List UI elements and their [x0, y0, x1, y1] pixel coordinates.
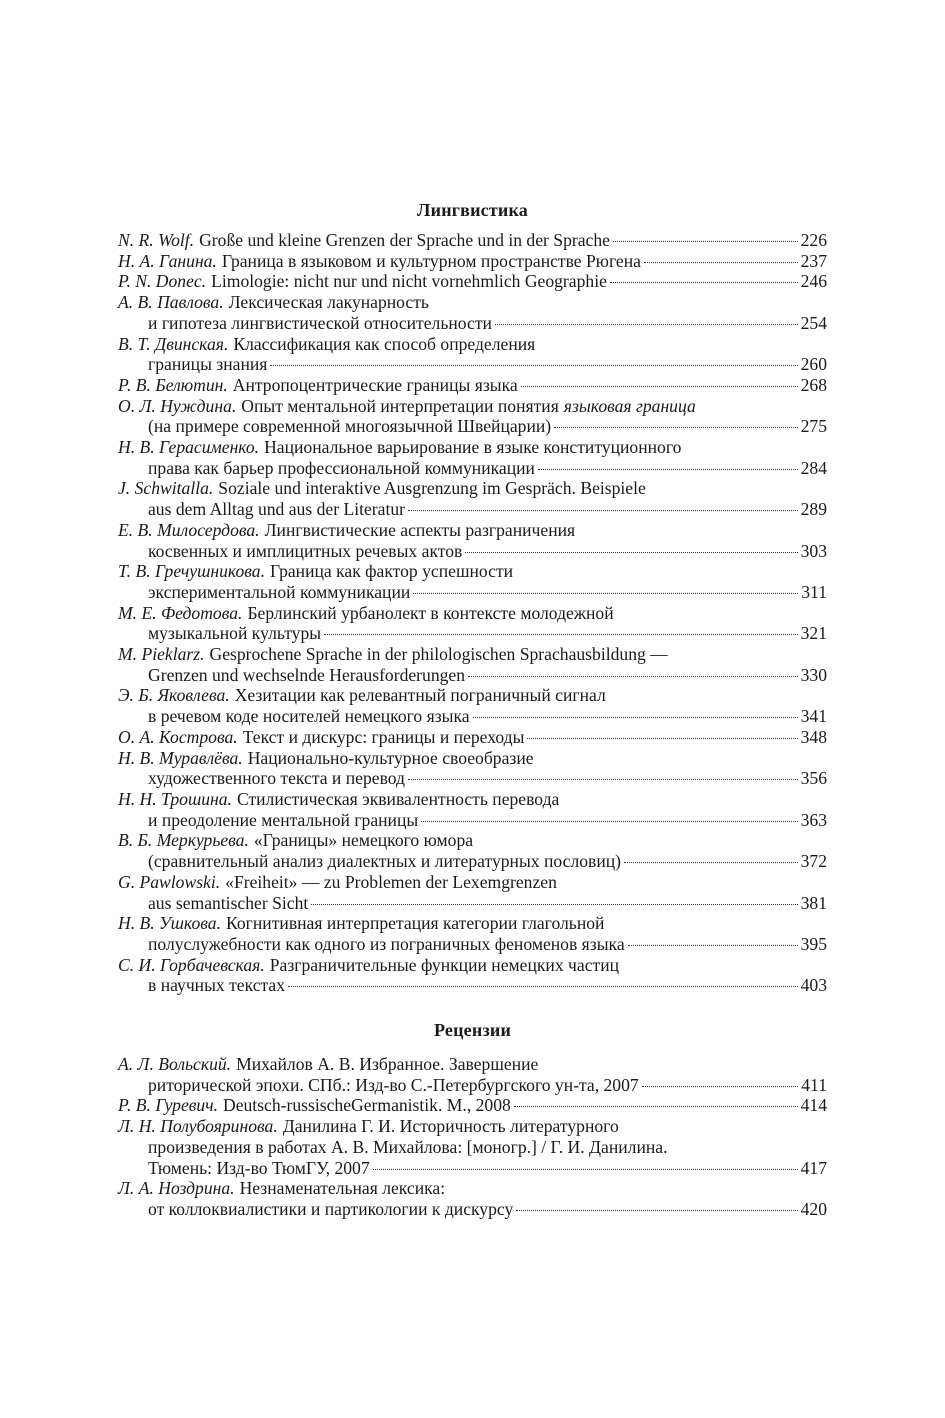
- entry-title-text: Данилина Г. И. Историчность литературного: [282, 1116, 619, 1137]
- entry-author: Р. В. Гуревич.: [118, 1095, 218, 1116]
- toc-entry: [118, 334, 827, 375]
- entry-author: Л. А. Ноздрина.: [118, 1178, 235, 1199]
- entry-title-text: риторической эпохи. СПб.: Изд-во С.-Петербургского ун-та, 2007: [148, 1074, 639, 1095]
- section-title-linguistics: Лингвистика: [417, 200, 528, 220]
- toc-entry-line: [118, 934, 827, 955]
- toc-entry: [118, 1054, 827, 1095]
- entry-title-text: Gesprochene Sprache in der philologischen Sprachausbildung —: [209, 644, 668, 665]
- toc-entry: [118, 478, 827, 519]
- toc-entry-line: [118, 1054, 827, 1075]
- dot-leader: [465, 552, 797, 553]
- entry-title-text: границы знания: [148, 354, 268, 375]
- dot-leader: [624, 862, 798, 863]
- entry-author: Е. В. Милосердова.: [118, 519, 260, 540]
- toc-entry-line: [118, 685, 827, 706]
- entry-page-number: 395: [800, 933, 827, 954]
- entry-title-text: Лингвистические аспекты разграничения: [264, 519, 576, 540]
- entry-author: Н. В. Ушкова.: [118, 913, 222, 934]
- entry-author: Р. В. Белютин.: [118, 374, 228, 395]
- entry-page-number: 246: [800, 271, 827, 292]
- entry-author: С. И. Горбачевская.: [118, 954, 265, 975]
- dot-leader: [610, 282, 798, 283]
- toc-entry-line: [118, 292, 827, 313]
- toc-entry-line: [118, 1095, 827, 1116]
- toc-entry-line: [118, 478, 827, 499]
- entry-page-number: 348: [800, 726, 827, 747]
- toc-entry-line: [118, 955, 827, 976]
- entry-author: В. Б. Меркурьева.: [118, 830, 249, 851]
- entry-title-text: художественного текста и перевод: [148, 768, 406, 789]
- entry-title-text: Национально-культурное своеобразие: [247, 747, 534, 768]
- entry-author: Н. А. Ганина.: [118, 250, 217, 271]
- entry-title-text: Разграничительные функции немецких частиц: [269, 954, 620, 975]
- dot-leader: [642, 1086, 799, 1087]
- table-of-contents: [118, 196, 827, 1220]
- toc-entry: [118, 271, 827, 292]
- toc-entry: [118, 955, 827, 996]
- dot-leader: [644, 262, 798, 263]
- entry-page-number: 289: [800, 499, 827, 520]
- entry-title-text: Опыт ментальной интерпретации понятия: [241, 395, 559, 416]
- toc-entry: [118, 872, 827, 913]
- entry-page-number: 303: [800, 540, 827, 561]
- entry-title-text: и гипотеза лингвистической относительности: [148, 312, 492, 333]
- dot-leader: [613, 241, 798, 242]
- toc-entry-line: [118, 748, 827, 769]
- toc-entry-line: [118, 1116, 827, 1137]
- entry-author: А. В. Павлова.: [118, 292, 224, 313]
- entry-page-number: 356: [800, 768, 827, 789]
- toc-entry-line: [118, 561, 827, 582]
- toc-entry-line: [118, 789, 827, 810]
- toc-entry: [118, 1116, 827, 1178]
- dot-leader: [270, 365, 797, 366]
- entry-author: В. Т. Двинская.: [118, 333, 229, 354]
- dot-leader: [628, 945, 798, 946]
- entry-author: М. Е. Федотова.: [118, 602, 243, 623]
- entry-author: G. Pawlowski.: [118, 871, 221, 892]
- toc-entry: [118, 437, 827, 478]
- toc-entry: [118, 748, 827, 789]
- toc-entry-line: [118, 230, 827, 251]
- entry-page-number: 341: [800, 706, 827, 727]
- entry-page-number: 363: [800, 809, 827, 830]
- section-linguistics-entries: [118, 230, 827, 996]
- entry-page-number: 381: [800, 892, 827, 913]
- dot-leader: [421, 821, 797, 822]
- entry-title-text: в научных текстах: [148, 975, 286, 996]
- entry-page-number: 226: [800, 230, 827, 250]
- toc-entry-line: [118, 810, 827, 831]
- dot-leader: [527, 738, 797, 739]
- toc-entry-line: [118, 271, 827, 292]
- toc-entry-line: [118, 603, 827, 624]
- entry-title-text: Хезитации как релевантный пограничный сигнал: [234, 685, 606, 706]
- dot-leader: [408, 510, 798, 511]
- toc-entry-line: [118, 913, 827, 934]
- entry-page-number: 414: [800, 1095, 827, 1116]
- entry-title-text: от коллоквиалистики и партикологии к дискурсу: [148, 1198, 514, 1219]
- dot-leader: [554, 427, 797, 428]
- entry-page-number: 254: [800, 312, 827, 333]
- toc-entry: [118, 1095, 827, 1116]
- toc-entry-line: [118, 520, 827, 541]
- entry-title-text: Когнитивная интерпретация категории глагольной: [226, 913, 605, 934]
- entry-title-text: Национальное варьирование в языке конституционного: [264, 437, 682, 458]
- dot-leader: [473, 717, 798, 718]
- entry-page-number: 417: [800, 1157, 827, 1178]
- entry-page-number: 420: [800, 1198, 827, 1219]
- entry-title-text: Лексическая лакунарность: [228, 292, 429, 313]
- entry-author: О. А. Кострова.: [118, 726, 238, 747]
- toc-entry-line: [118, 768, 827, 789]
- entry-title-text: Классификация как способ определения: [233, 333, 536, 354]
- entry-page-number: 330: [800, 664, 827, 685]
- toc-entry-line: [118, 499, 827, 520]
- entry-author: О. Л. Нуждина.: [118, 395, 237, 416]
- toc-entry-line: [118, 851, 827, 872]
- entry-title-text: «Границы» немецкого юмора: [253, 830, 474, 851]
- entry-author: Л. Н. Полубояринова.: [118, 1116, 278, 1137]
- entry-title-text: косвенных и имплицитных речевых актов: [148, 540, 463, 561]
- dot-leader: [311, 904, 797, 905]
- dot-leader: [413, 593, 798, 594]
- entry-title-text: музыкальной культуры: [148, 623, 322, 644]
- entry-author: J. Schwitalla.: [118, 478, 214, 499]
- toc-entry: [118, 561, 827, 602]
- entry-title-emphasis: языковая граница: [563, 395, 696, 416]
- toc-entry: [118, 644, 827, 685]
- entry-title-text: Текст и дискурс: границы и переходы: [242, 726, 525, 747]
- toc-entry: [118, 913, 827, 954]
- toc-entry-line: [118, 1137, 827, 1158]
- dot-leader: [468, 676, 798, 677]
- toc-entry-line: [118, 541, 827, 562]
- toc-entry-line: [118, 1178, 827, 1199]
- dot-leader: [538, 469, 798, 470]
- dot-leader: [324, 634, 798, 635]
- entry-title-text: Soziale und interaktive Ausgrenzung im Gespräch. Beispiele: [218, 478, 646, 499]
- dot-leader: [408, 779, 798, 780]
- section-title-reviews: Рецензии: [433, 1020, 512, 1041]
- toc-entry-line: [118, 1158, 827, 1179]
- dot-leader: [373, 1169, 798, 1170]
- entry-author: Э. Б. Яковлева.: [118, 685, 230, 706]
- entry-title-text: Граница как фактор успешности: [270, 561, 514, 582]
- toc-entry: [118, 1178, 827, 1219]
- entry-author: N. R. Wolf.: [118, 230, 195, 250]
- entry-title-text: Михайлов А. В. Избранное. Завершение: [236, 1054, 539, 1075]
- entry-title-text: и преодоление ментальной границы: [148, 809, 419, 830]
- toc-entry-line: [118, 706, 827, 727]
- toc-entry: [118, 685, 827, 726]
- entry-title-text: произведения в работах А. В. Михайлова: [моногр.] / Г. И. Данилина.: [148, 1136, 668, 1157]
- toc-entry-line: [118, 623, 827, 644]
- toc-entry-line: [118, 644, 827, 665]
- entry-title-text: «Freiheit» — zu Problemen der Lexemgrenzen: [225, 871, 557, 892]
- toc-entry-line: [118, 334, 827, 355]
- toc-entry-line: [118, 872, 827, 893]
- entry-author: Н. В. Герасименко.: [118, 437, 260, 458]
- entry-author: Н. В. Муравлёва.: [118, 747, 243, 768]
- toc-entry: [118, 375, 827, 396]
- toc-entry: [118, 830, 827, 871]
- entry-title-text: экспериментальной коммуникации: [148, 581, 411, 602]
- toc-entry: [118, 603, 827, 644]
- entry-page-number: 403: [800, 975, 827, 996]
- entry-title-text: Антропоцентрические границы языка: [232, 374, 518, 395]
- entry-page-number: 260: [800, 354, 827, 375]
- toc-entry-line: [118, 354, 827, 375]
- toc-entry: [118, 520, 827, 561]
- entry-title-text: Тюмень: Изд-во ТюмГУ, 2007: [148, 1157, 370, 1178]
- entry-title-text: Незнаменательная лексика:: [239, 1178, 446, 1199]
- dot-leader: [288, 986, 798, 987]
- toc-entry-line: [118, 893, 827, 914]
- toc-entry-line: [118, 975, 827, 996]
- entry-title-text: Limologie: nicht nur und nicht vornehmlich Geographie: [211, 271, 607, 292]
- entry-author: Н. Н. Трошина.: [118, 788, 232, 809]
- toc-entry: [118, 251, 827, 272]
- toc-entry-line: [118, 313, 827, 334]
- entry-page-number: 275: [800, 416, 827, 437]
- entry-author: Т. В. Гречушникова.: [118, 561, 265, 582]
- entry-title-text: в речевом коде носителей немецкого языка: [148, 706, 470, 727]
- entry-title-text: Deutsch-russischeGermanistik. М., 2008: [223, 1095, 511, 1116]
- entry-title-text: права как барьер профессиональной коммуникации: [148, 457, 535, 478]
- entry-title-text: (сравнительный анализ диалектных и литературных пословиц): [148, 851, 622, 872]
- toc-entry-line: [118, 416, 827, 437]
- toc-entry-line: [118, 437, 827, 458]
- entry-title-text: Берлинский урбанолект в контексте молодежной: [247, 602, 614, 623]
- dot-leader: [516, 1210, 797, 1211]
- entry-page-number: 372: [800, 851, 827, 872]
- toc-entry-line: [118, 458, 827, 479]
- toc-entry-line: [118, 1075, 827, 1096]
- entry-title-text: Стилистическая эквивалентность перевода: [236, 788, 560, 809]
- dot-leader: [514, 1106, 798, 1107]
- toc-entry-line: [118, 830, 827, 851]
- toc-entry-line: [118, 665, 827, 686]
- dot-leader: [521, 386, 798, 387]
- toc-entry-line: [118, 727, 827, 748]
- entry-author: M. Pieklarz.: [118, 644, 205, 665]
- entry-page-number: 284: [800, 457, 827, 478]
- entry-title-text: Граница в языковом и культурном пространстве Рюгена: [221, 250, 641, 271]
- toc-entry-line: [118, 1199, 827, 1220]
- entry-title-text: aus dem Alltag und aus der Literatur: [148, 499, 405, 520]
- toc-entry: [118, 727, 827, 748]
- toc-entry-line: [118, 375, 827, 396]
- entry-page-number: 237: [800, 250, 827, 271]
- toc-entry: [118, 789, 827, 830]
- entry-author: А. Л. Вольский.: [118, 1054, 232, 1075]
- toc-entry-line: [118, 582, 827, 603]
- entry-page-number: 268: [800, 374, 827, 395]
- entry-page-number: 411: [801, 1074, 827, 1095]
- entry-page-number: 311: [801, 581, 827, 602]
- entry-title-text: Große und kleine Grenzen der Sprache und in der Sprache: [199, 230, 610, 250]
- toc-entry: [118, 292, 827, 333]
- toc-entry: [118, 396, 827, 437]
- entry-title-text: aus semantischer Sicht: [148, 892, 309, 913]
- entry-author: P. N. Donec.: [118, 271, 207, 292]
- toc-entry-line: [118, 251, 827, 272]
- dot-leader: [495, 324, 798, 325]
- toc-entry-line: [118, 396, 827, 417]
- section-reviews-entries: [118, 1054, 827, 1220]
- entry-title-text: (на примере современной многоязычной Швейцарии): [148, 416, 552, 437]
- toc-entry: [118, 230, 827, 251]
- entry-title-text: полуслужебности как одного из пограничных феноменов языка: [148, 933, 625, 954]
- entry-title-text: Grenzen und wechselnde Herausforderungen: [148, 664, 466, 685]
- entry-page-number: 321: [800, 623, 827, 644]
